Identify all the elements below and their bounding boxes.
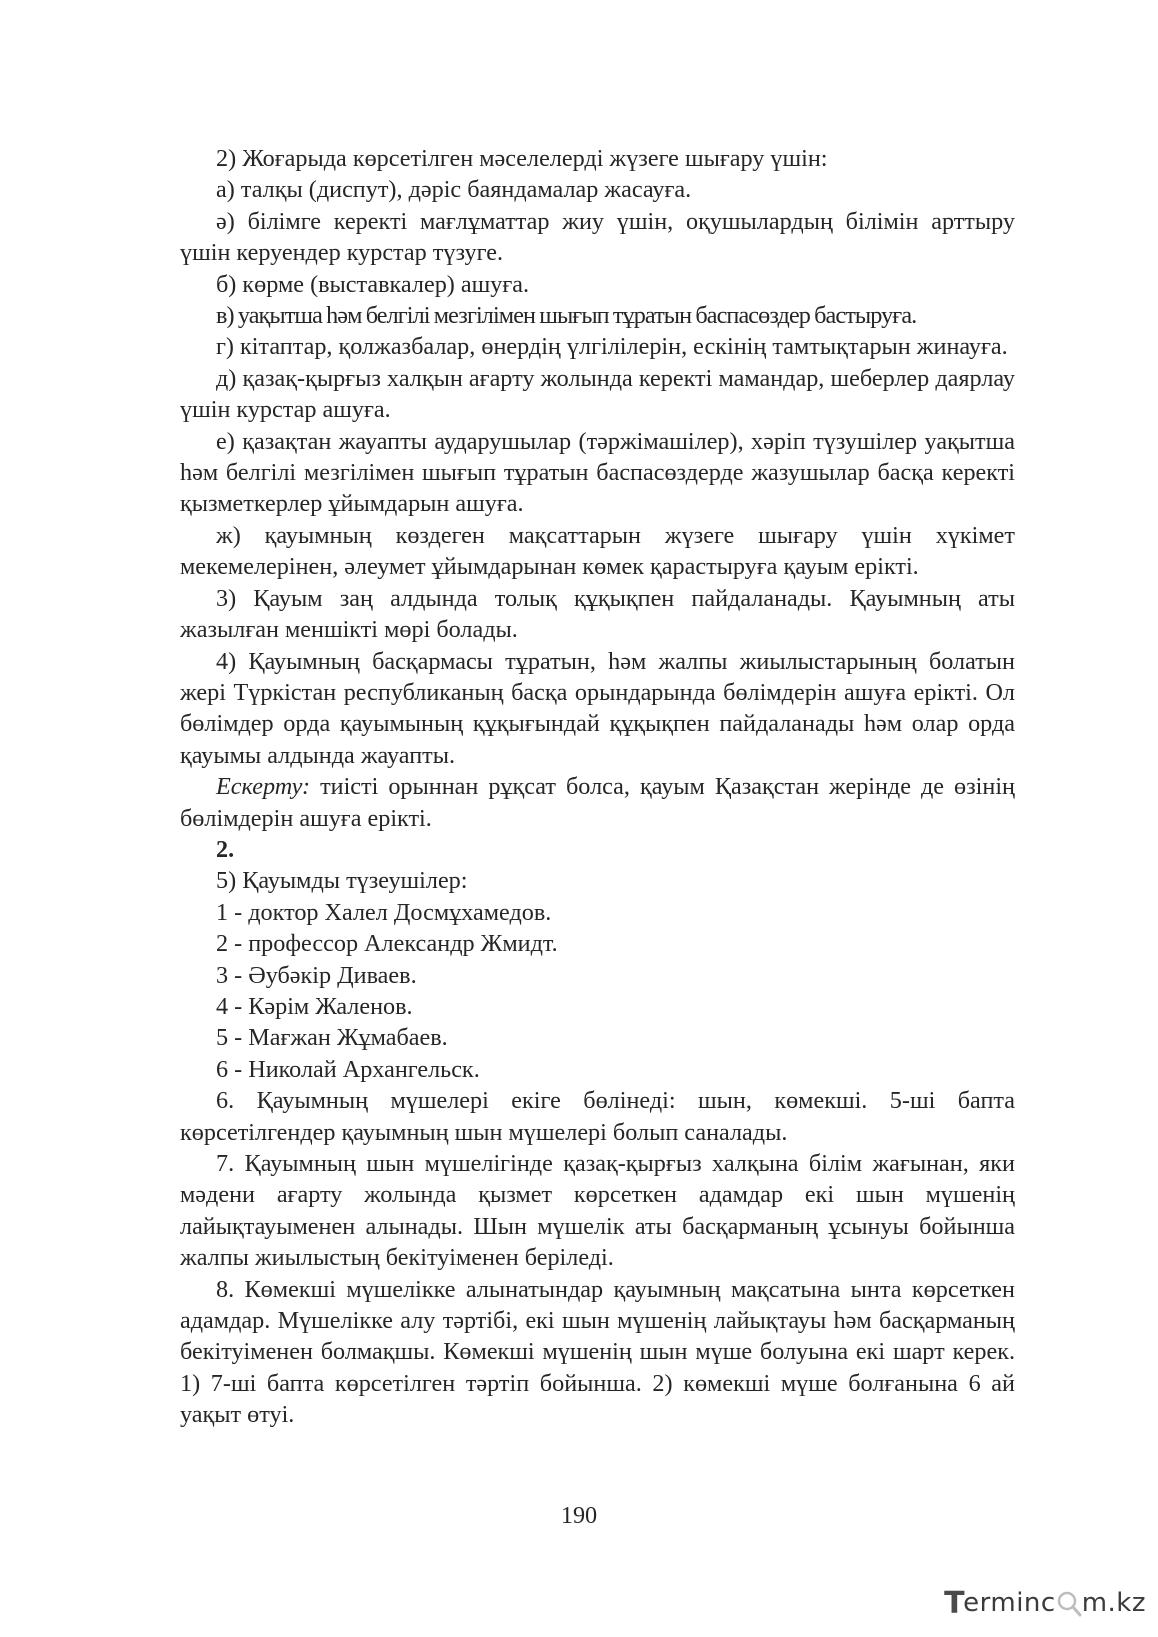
founder-item: 2 - профессор Александр Жмидт. bbox=[216, 930, 558, 958]
watermark-suffix: m.kz bbox=[1081, 1588, 1146, 1618]
paragraph: 7. Қауымның шын мүшелігінде қазақ-қырғыз халқына білім жағынан, яки мәдени ағарту жолында қызмет көрсеткен адамдар екі шын мүшенің лайықтауыменен алынады. Шын мүшелік аты басқарманың ұсынуы бойынша жалпы жиылыстың бекітуіменен беріледі. bbox=[180, 1150, 1015, 1272]
page-body bbox=[180, 143, 1015, 1431]
paragraph: г) кітаптар, қолжазбалар, өнердің үлгілілерін, ескінің тамтықтарын жинауға. bbox=[216, 333, 1008, 361]
termincom-watermark bbox=[944, 1581, 1146, 1625]
watermark-middle: erminc bbox=[963, 1588, 1056, 1618]
section-number bbox=[180, 834, 1015, 865]
paragraph: а) талқы (диспут), дәріс баяндамалар жасауға. bbox=[216, 176, 692, 204]
paragraph: в) уақытша һәм белгілі мезгілімен шығып тұратын баспасөздер бастыруға. bbox=[216, 302, 917, 330]
paragraph: 8. Көмекші мүшелікке алынатындар қауымның мақсатына ынта көрсеткен адамдар. Мүшелікке алу тәртібі, екі шын мүшенің лайықтауы һәм басқарманың бекітуіменен болмақшы. Көмекші мүшенің шын мүше болуына екі шарт керек. 1) 7-ші бапта көрсетілген тәртіп бойынша. 2) көмекші мүше болғанына 6 ай уақыт өтуі. bbox=[180, 1275, 1015, 1429]
paragraph: д) қазақ-қырғыз халқын ағарту жолында керекті мамандар, шеберлер даярлау үшін курстар ашуға. bbox=[180, 364, 1015, 424]
founder-item: 6 - Николай Архангельск. bbox=[216, 1055, 480, 1083]
paragraph: 3) Қауым заң алдында толық құқықпен пайдаланады. Қауымның аты жазылған меншікті мөрі болады. bbox=[180, 584, 1015, 644]
paragraph: ә) білімге керекті мағлұматтар жиу үшін, оқушылардың білімін арттыру үшін керуендер курстар түзуге. bbox=[180, 207, 1015, 267]
founders-heading: 5) Қауымды түзеушілер: bbox=[216, 867, 468, 895]
founder-item: 3 - Әубәкір Диваев. bbox=[216, 961, 417, 989]
paragraph: ж) қауымның көздеген мақсаттарын жүзеге шығару үшін хүкімет мекемелерінен, әлеумет ұйымдарынан көмек қарастыруға қауым ерікті. bbox=[180, 521, 1015, 581]
note-text: тиісті орыннан рұқсат болса, қауым Қазақстан жерінде де өзінің бөлімдерін ашуға ерікті. bbox=[180, 773, 1015, 832]
paragraph: 2) Жоғарыда көрсетілген мәселелерді жүзеге шығару үшін: bbox=[216, 145, 828, 172]
section-number-text: 2. bbox=[216, 835, 235, 863]
paragraph: е) қазақтан жауапты аударушылар (тәржімашілер), хәріп түзушілер уақытша һәм белгілі мезгілімен шығып тұратын баспасөздерде жазушылар басқа керекті қызметкерлер ұйымдарын ашуға. bbox=[180, 427, 1015, 518]
watermark-prefix: T bbox=[944, 1585, 966, 1621]
note-paragraph bbox=[180, 771, 1015, 834]
founder-item: 5 - Мағжан Жұмабаев. bbox=[216, 1024, 448, 1052]
paragraph: 4) Қауымның басқармасы тұратын, һәм жалпы жиылыстарының болатын жері Түркістан республиканың басқа орындарында бөлімдерін ашуға ерікті. Ол бөлімдер орда қауымының құқығындай құқықпен пайдаланады һәм олар орда қауымы алдында жауапты. bbox=[180, 647, 1015, 769]
founder-item: 1 - доктор Халел Досмұхамедов. bbox=[216, 898, 552, 926]
paragraph: 6. Қауымның мүшелері екіге бөлінеді: шын, көмекші. 5-ші бапта көрсетілгендер қауымның шын мүшелері болып саналады. bbox=[180, 1087, 1015, 1146]
founder-item: 4 - Кәрім Жаленов. bbox=[216, 992, 413, 1020]
page-number: 190 bbox=[560, 1502, 598, 1529]
paragraph: б) көрме (выставкалер) ашуға. bbox=[216, 270, 530, 298]
magnifier-icon bbox=[1056, 1588, 1082, 1618]
note-label: Ескерту: bbox=[216, 773, 311, 801]
